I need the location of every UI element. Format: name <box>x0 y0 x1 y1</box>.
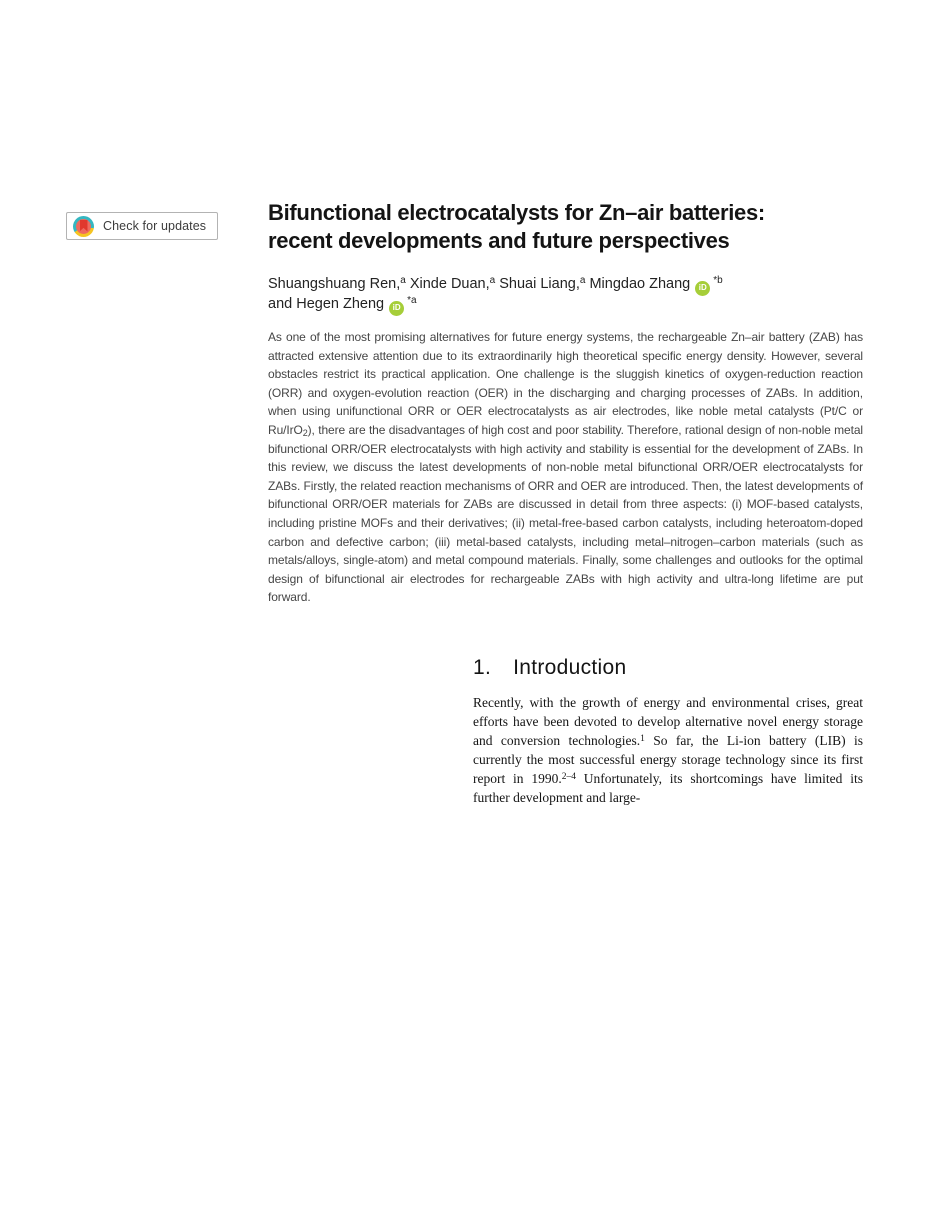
subscript: 2 <box>302 427 308 438</box>
crossmark-icon <box>73 216 94 237</box>
article-title-line2: recent developments and future perspectives <box>268 228 730 253</box>
reference-superscript: 1 <box>640 733 645 744</box>
check-for-updates-label: Check for updates <box>103 219 207 233</box>
section-number: 1. <box>473 656 492 679</box>
author-affiliation-superscript: *b <box>713 275 723 286</box>
section-title: Introduction <box>513 656 627 679</box>
orcid-id-icon[interactable]: iD <box>389 301 404 316</box>
article-title <box>268 199 868 255</box>
author-list: Shuangshuang Ren,$^a$ Xinde Duan,$^a$ Shuai Liang,$^a$ Mingdao Zhang $iD^{*b}$ and Hegen Zheng $iD^{*a}$ <box>268 274 868 314</box>
author-affiliation-superscript: a <box>489 275 496 286</box>
abstract-text: As one of the most promising alternatives for future energy systems, the rechargeable Zn–air battery (ZAB) has attracted extensive attention due to its extraordinarily high theoretical specific energy density. However, several obstacles restrict its practical application. One challenge is the sluggish kinetics of oxygen-reduction reaction (ORR) and oxygen-evolution reaction (OER) in the discharging and charging processes of ZABs. In addition, when using unifunctional ORR or OER electrocatalysts as air electrodes, like noble metal catalysts (Pt/C or Ru/IrO$_2$), there are the disadvantages of high cost and poor stability. Therefore, rational design of non-noble metal bifunctional ORR/OER electrocatalysts with high activity and stability is essential for the development of ZABs. In this review, we discuss the latest developments of non-noble metal bifunctional ORR/OER electrocatalysts for ZABs. Firstly, the related reaction mechanisms of ORR and OER are introduced. Then, the latest developments of bifunctional ORR/OER materials for ZABs are discussed in detail from three aspects: (i) MOF-based catalysts, including pristine MOFs and their derivatives; (ii) metal-free-based carbon catalysts, including heteroatom-doped carbon and defective carbon; (iii) metal-based catalysts, including metal–nitrogen–carbon materials (such as metals/alloys, single-atom) and metal compound materials. Finally, some challenges and outlooks for the optimal design of bifunctional air electrodes for rechargeable ZABs with high activity and ultra-long lifetime are put forward. <box>268 330 863 605</box>
author-affiliation-superscript: a <box>579 275 586 286</box>
reference-superscript: 2–4 <box>561 771 576 782</box>
author-affiliation-superscript: a <box>400 275 406 286</box>
orcid-id-icon[interactable]: iD <box>695 281 710 296</box>
check-for-updates-button[interactable] <box>66 212 218 240</box>
article-title-line1: Bifunctional electrocatalysts for Zn–air batteries: <box>268 200 765 225</box>
author-affiliation-superscript: *a <box>407 295 417 306</box>
intro-paragraph: Recently, with the growth of energy and environmental crises, great efforts have been devoted to develop alternative novel energy storage and conversion technologies.$^1$ So far, the Li-ion battery (LIB) is currently the most successful energy storage technology since its first report in 1990.$^{2-4}$ Unfortunately, its shortcomings have limited its further development and large- <box>473 695 863 805</box>
section-heading <box>473 655 626 681</box>
